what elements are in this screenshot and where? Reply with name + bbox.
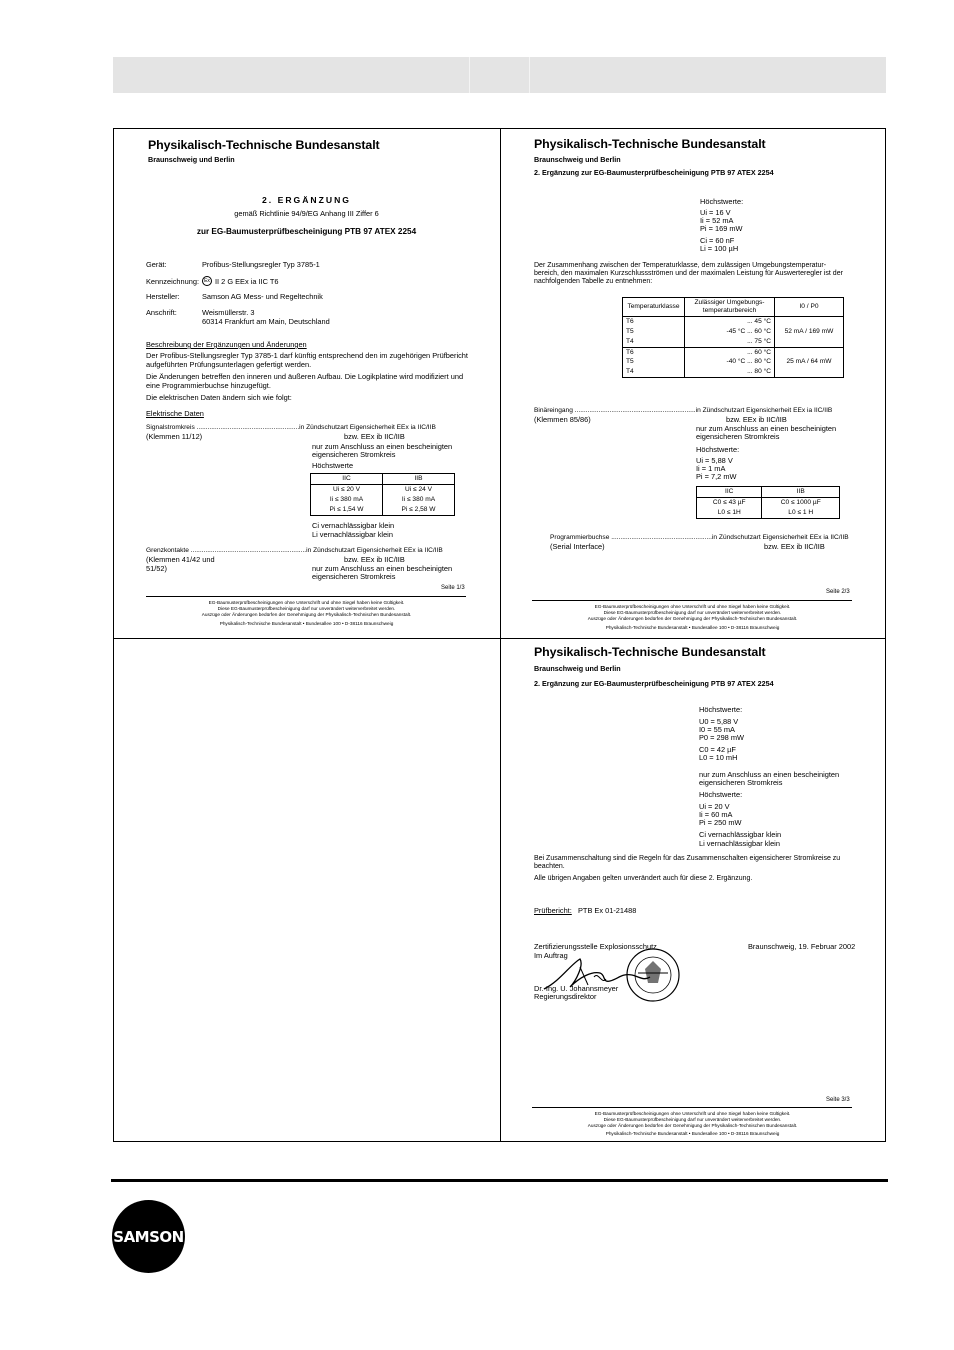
value-line: Ci = 60 nF xyxy=(700,236,735,245)
table-cell: Pi ≤ 1,54 W xyxy=(311,505,383,515)
table-cell: L0 ≤ 1 H xyxy=(762,508,840,518)
page-title: Physikalisch-Technische Bundesanstalt xyxy=(534,137,766,151)
value-line: Li = 100 µH xyxy=(700,244,739,253)
value-line: Pi = 169 mW xyxy=(700,224,743,233)
table-cell: Ii ≤ 380 mA xyxy=(311,495,383,505)
manufacturer-label: Hersteller: xyxy=(146,292,180,301)
binary-input-note: eigensicheren Stromkreis xyxy=(696,432,780,441)
certificate-number: zur EG-Baumusterprüfbescheinigung PTB 97 ATEX 2254 xyxy=(196,227,417,236)
description-title: Beschreibung der Ergänzungen und Änderungen xyxy=(146,340,307,349)
on-behalf: Im Auftrag xyxy=(534,951,568,960)
value-line: Ui = 5,88 V xyxy=(696,456,733,465)
li-note: Li vernachlässigbar klein xyxy=(312,530,393,539)
page-number: Seite 3/3 xyxy=(826,1097,850,1103)
paragraph: Der Zusammenhang zwischen der Temperaturklasse, dem zulässigen Umgebungstemperatur- xyxy=(534,262,827,269)
footer-text: Auszüge oder Änderungen bedürfen der Genehmigung der Physikalisch-Technischen Bundesanstalt. xyxy=(201,612,412,617)
value-line: Pi = 250 mW xyxy=(699,818,742,827)
programming-socket-alt: bzw. EEx ib IIC/IIB xyxy=(764,542,825,551)
value-line: Pi = 7,2 mW xyxy=(696,472,737,481)
value-line: C0 = 42 µF xyxy=(699,745,736,754)
value-line: I0 = 55 mA xyxy=(699,725,735,734)
page-city: Braunschweig und Berlin xyxy=(148,155,235,164)
table-cell: ... 80 °C xyxy=(685,367,775,377)
max-values-label: Höchstwerte: xyxy=(699,790,743,799)
interconnection-rule: beachten. xyxy=(534,863,565,870)
limit-contacts-alt: bzw. EEx ib IIC/IIB xyxy=(344,555,405,564)
limit-contacts-note: eigensicheren Stromkreis xyxy=(312,572,396,581)
samson-logo xyxy=(112,1200,185,1273)
header-divider xyxy=(469,57,470,93)
directive-line: gemäß Richtlinie 94/9/EG Anhang III Ziffer 6 xyxy=(234,209,379,218)
value-line: Ui = 16 V xyxy=(700,208,731,217)
page-title: Physikalisch-Technische Bundesanstalt xyxy=(148,138,380,152)
programming-socket-terminals: (Serial Interface) xyxy=(550,542,605,551)
table-cell: T5 xyxy=(623,357,685,367)
footer-text: Auszüge oder Änderungen bedürfen der Genehmigung der Physikalisch-Technischen Bundesanstalt. xyxy=(587,1123,798,1128)
grid-divider-vertical xyxy=(500,129,501,1141)
table-cell: 25 mA / 64 mW xyxy=(775,347,844,378)
table-header: IIC xyxy=(697,487,762,498)
marking-label: Kennzeichnung: xyxy=(146,277,200,286)
max-values-label: Höchstwerte: xyxy=(700,197,744,206)
footer-text: Diese EG-Baumusterprüfbescheinigung darf nur unverändert weiterverbreitet werden. xyxy=(603,1117,782,1122)
signal-circuit-line: Signalstromkreis ........................................................in Zündschutzart Eigensicherheit EEx ia IIC/IIB xyxy=(146,424,436,431)
ex-icon: Ex xyxy=(202,276,212,286)
footer-text: Auszüge oder Änderungen bedürfen der Genehmigung der Physikalisch-Technischen Bundesanstalt. xyxy=(587,616,798,621)
table-cell: L0 ≤ 1H xyxy=(697,508,762,518)
device-value: Profibus-Stellungsregler Typ 3785-1 xyxy=(202,260,320,269)
footer-text: EG-Baumusterprüfbescheinigungen ohne Unterschrift und ohne Siegel haben keine Gültigkeit. xyxy=(594,1111,791,1116)
official-seal xyxy=(618,945,688,1005)
table-cell: ... 45 °C xyxy=(685,316,775,326)
limit-contacts-terminals: (Klemmen 41/42 und xyxy=(146,555,215,564)
address-label: Anschrift: xyxy=(146,308,177,317)
table-header: I0 / P0 xyxy=(775,298,844,317)
value-line: L0 = 10 mH xyxy=(699,753,738,762)
description-text: aufgeführten Prüfungsunterlagen gefertigt werden. xyxy=(146,360,312,369)
page-city: Braunschweig und Berlin xyxy=(534,664,621,673)
table-cell: T5 xyxy=(623,327,685,337)
table-cell: -40 °C ... 80 °C xyxy=(685,357,775,367)
table-cell: Ii ≤ 380 mA xyxy=(383,495,455,505)
value-line: Ui = 20 V xyxy=(699,802,730,811)
note: eigensicheren Stromkreis xyxy=(699,778,783,787)
test-report-value: PTB Ex 01-21488 xyxy=(578,906,637,915)
value-line: Ii = 60 mA xyxy=(699,810,733,819)
certificate-page-3 xyxy=(530,645,855,1137)
output-values-table xyxy=(696,486,840,519)
description-text: Die elektrischen Daten ändern sich wie folgt: xyxy=(146,393,292,402)
binary-input-line: Binäreingang ..................................................................in Zündschutzart Eigensicherheit EEx ia IIC/IIB xyxy=(534,407,833,414)
table-cell: ... 60 °C xyxy=(685,347,775,357)
value-line: U0 = 5,88 V xyxy=(699,717,739,726)
table-cell: T4 xyxy=(623,337,685,347)
binary-input-terminals: (Klemmen 85/86) xyxy=(534,415,591,424)
footer-rule xyxy=(532,600,852,601)
signer-title: Regierungsdirektor xyxy=(534,992,597,1001)
table-header: IIC xyxy=(311,474,383,485)
value-line: Ii = 1 mA xyxy=(696,464,726,473)
grid-divider-horizontal xyxy=(114,638,885,639)
binary-input-alt: bzw. EEx ib IIC/IIB xyxy=(726,415,787,424)
footer-divider xyxy=(111,1179,888,1182)
note: nur zum Anschluss an einen bescheinigten xyxy=(699,770,840,779)
table-cell: T6 xyxy=(623,347,685,357)
page-number: Seite 2/3 xyxy=(826,589,850,595)
table-header: Temperaturklasse xyxy=(623,298,685,317)
temperature-table xyxy=(622,297,844,378)
page-number: Seite 1/3 xyxy=(441,585,465,591)
paragraph: bereich, den maximalen Kurzschlussströmen und der maximalen Leistung für Auswerteregler ist der xyxy=(534,270,843,277)
header-divider xyxy=(529,57,530,93)
footer-rule xyxy=(146,596,466,597)
table-cell: C0 ≤ 43 µF xyxy=(697,497,762,507)
certificate-page-2 xyxy=(530,133,855,633)
table-cell: T4 xyxy=(623,367,685,377)
electrical-data-title: Elektrische Daten xyxy=(146,409,204,418)
table-header: IIB xyxy=(383,474,455,485)
limit-contacts-line: Grenzkontakte ...............................................................in Zündschutzart Eigensicherheit EEx ia IIC/IIB xyxy=(146,547,443,554)
signature-date: Braunschweig, 19. Februar 2002 xyxy=(748,942,856,951)
description-text: Der Profibus-Stellungsregler Typ 3785-1 darf künftig entsprechend den im zugehörigen Prüfbericht xyxy=(146,351,468,360)
manufacturer-value: Samson AG Mess- und Regeltechnik xyxy=(202,292,323,301)
footer-text: EG-Baumusterprüfbescheinigungen ohne Unterschrift und ohne Siegel haben keine Gültigkeit. xyxy=(594,604,791,609)
certificate-number: 2. Ergänzung zur EG-Baumusterprüfbescheinigung PTB 97 ATEX 2254 xyxy=(534,679,774,688)
logo-text: SAMSON xyxy=(113,1227,184,1246)
description-text: Die Änderungen betreffen den inneren und äußeren Aufbau. Die Logikplatine wird modifiziert und xyxy=(146,372,464,381)
ci-note: Ci vernachlässigbar klein xyxy=(312,521,395,530)
test-report-label: Prüfbericht: xyxy=(534,906,572,915)
certification-body: Zertifizierungsstelle Explosionsschutz xyxy=(534,942,657,951)
table-cell: -45 °C ... 60 °C xyxy=(685,327,775,337)
device-label: Gerät: xyxy=(146,260,167,269)
table-cell: T6 xyxy=(623,316,685,326)
page-title: Physikalisch-Technische Bundesanstalt xyxy=(534,645,766,659)
header-bar xyxy=(113,57,886,93)
limit-contacts-terminals: 51/52) xyxy=(146,564,167,573)
table-cell: Ui ≤ 24 V xyxy=(383,484,455,494)
max-values-label: Höchstwerte xyxy=(312,461,354,470)
description-text: eine Programmierbuchse hinzugefügt. xyxy=(146,381,271,390)
signal-alt: bzw. EEx ib IIC/IIB xyxy=(344,432,405,441)
supplement-heading: 2. ERGÄNZUNG xyxy=(262,195,351,205)
address-city: 60314 Frankfurt am Main, Deutschland xyxy=(202,317,330,326)
table-cell: Pi ≤ 2,58 W xyxy=(383,505,455,515)
address-street: Weismüllerstr. 3 xyxy=(202,308,255,317)
li-note: Li vernachlässigbar klein xyxy=(699,839,780,848)
footer-text: Diese EG-Baumusterprüfbescheinigung darf nur unverändert weiterverbreitet werden. xyxy=(603,610,782,615)
footer-text: Physikalisch-Technische Bundesanstalt • Bundesallee 100 • D-38116 Braunschweig xyxy=(605,625,780,630)
interconnection-rule: Bei Zusammenschaltung sind die Regeln für das Zusammenschalten eigensicherer Stromkreise zu xyxy=(534,855,841,862)
table-header: IIB xyxy=(762,487,840,498)
value-line: Ii = 52 mA xyxy=(700,216,734,225)
signer-name: Dr.-Ing. U. Johannsmeyer xyxy=(534,984,619,993)
footer-text: Physikalisch-Technische Bundesanstalt • Bundesallee 100 • D-38116 Braunschweig xyxy=(605,1131,780,1136)
unchanged-note: Alle übrigen Angaben gelten unverändert auch für diese 2. Ergänzung. xyxy=(534,875,753,882)
marking-value: II 2 G EEx ia IIC T6 xyxy=(215,277,279,286)
binary-input-note: nur zum Anschluss an einen bescheinigten xyxy=(696,424,837,433)
footer-text: Physikalisch-Technische Bundesanstalt • Bundesallee 100 • D-38116 Braunschweig xyxy=(219,621,394,626)
signal-note: nur zum Anschluss an einen bescheinigten xyxy=(312,442,453,451)
max-values-label: Höchstwerte: xyxy=(699,705,743,714)
table-cell: C0 ≤ 1000 µF xyxy=(762,497,840,507)
page-city: Braunschweig und Berlin xyxy=(534,155,621,164)
value-line: P0 = 298 mW xyxy=(699,733,744,742)
table-header: Zulässiger Umgebungs- temperaturbereich xyxy=(685,298,775,317)
signal-note: eigensicheren Stromkreis xyxy=(312,450,396,459)
max-values-label: Höchstwerte: xyxy=(696,445,740,454)
footer-text: EG-Baumusterprüfbescheinigungen ohne Unterschrift und ohne Siegel haben keine Gültigkeit. xyxy=(208,600,405,605)
max-values-table xyxy=(310,473,455,516)
footer-rule xyxy=(532,1107,852,1108)
table-cell: 52 mA / 169 mW xyxy=(775,316,844,347)
certificate-page-1 xyxy=(144,138,469,628)
limit-contacts-note: nur zum Anschluss an einen bescheinigten xyxy=(312,564,453,573)
table-cell: ... 75 °C xyxy=(685,337,775,347)
footer-text: Diese EG-Baumusterprüfbescheinigung darf nur unverändert weiterverbreitet werden. xyxy=(217,606,396,611)
ci-note: Ci vernachlässigbar klein xyxy=(699,830,782,839)
paragraph: nachfolgenden Tabelle zu entnehmen: xyxy=(534,278,653,285)
programming-socket-line: Programmierbuchse .......................................................in Zündschutzart Eigensicherheit EEx ia IIC/IIB xyxy=(550,534,849,541)
certificate-number: 2. Ergänzung zur EG-Baumusterprüfbescheinigung PTB 97 ATEX 2254 xyxy=(534,168,774,177)
signal-terminals: (Klemmen 11/12) xyxy=(146,432,203,441)
table-cell: Ui ≤ 20 V xyxy=(311,484,383,494)
